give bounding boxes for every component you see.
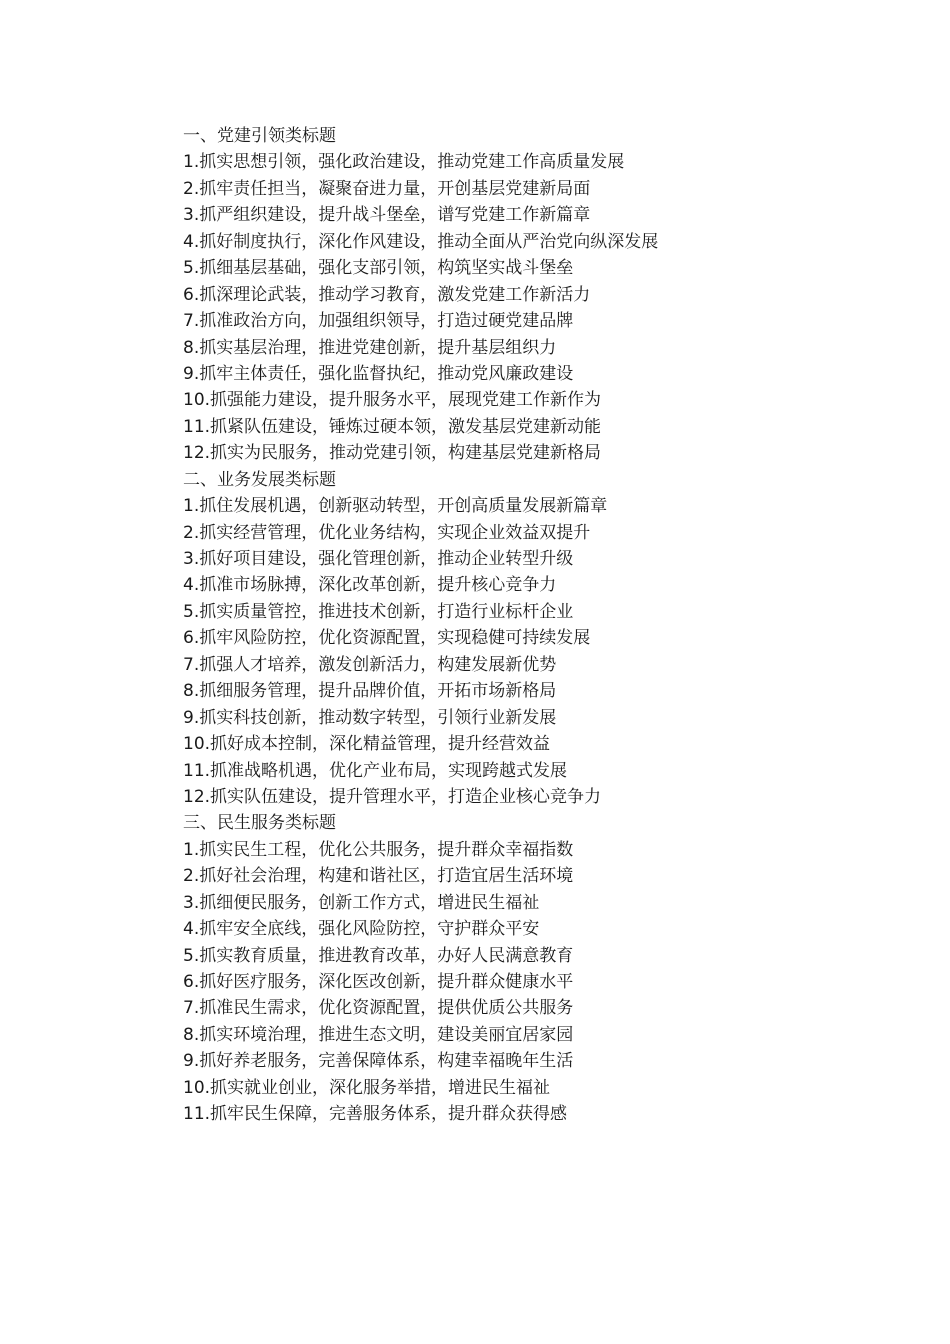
list-item: 8.抓细服务管理，提升品牌价值，开拓市场新格局 (183, 681, 557, 702)
list-item: 9.抓牢主体责任，强化监督执纪，推动党风廉政建设 (183, 363, 574, 384)
list-item: 1.抓实思想引领，强化政治建设，推动党建工作高质量发展 (183, 152, 625, 173)
section-title: 二、业务发展类标题 (183, 469, 336, 490)
list-item: 5.抓实质量管控，推进技术创新，打造行业标杆企业 (183, 601, 574, 622)
list-item: 1.抓实民生工程，优化公共服务，提升群众幸福指数 (183, 839, 574, 860)
list-item: 8.抓实环境治理，推进生态文明，建设美丽宜居家园 (183, 1024, 574, 1045)
list-item: 4.抓准市场脉搏，深化改革创新，提升核心竞争力 (183, 575, 557, 596)
list-item: 5.抓实教育质量，推进教育改革，办好人民满意教育 (183, 945, 574, 966)
list-item: 1.抓住发展机遇，创新驱动转型，开创高质量发展新篇章 (183, 496, 608, 517)
list-item: 4.抓牢安全底线，强化风险防控，守护群众平安 (183, 919, 540, 940)
list-item: 10.抓好成本控制，深化精益管理，提升经营效益 (183, 734, 551, 755)
list-item: 7.抓准政治方向，加强组织领导，打造过硬党建品牌 (183, 311, 574, 332)
list-item: 6.抓深理论武装，推动学习教育，激发党建工作新活力 (183, 284, 591, 305)
list-item: 11.抓牢民生保障，完善服务体系，提升群众获得感 (183, 1104, 568, 1125)
list-item: 11.抓紧队伍建设，锤炼过硬本领，激发基层党建新动能 (183, 416, 602, 437)
document-page (183, 123, 863, 1128)
list-item: 12.抓实队伍建设，提升管理水平，打造企业核心竞争力 (183, 786, 602, 807)
section-title: 三、民生服务类标题 (183, 813, 336, 834)
list-item: 6.抓牢风险防控，优化资源配置，实现稳健可持续发展 (183, 628, 591, 649)
list-item: 2.抓牢责任担当，凝聚奋进力量，开创基层党建新局面 (183, 178, 591, 199)
list-item: 3.抓严组织建设，提升战斗堡垒，谱写党建工作新篇章 (183, 205, 591, 226)
list-item: 10.抓实就业创业，深化服务举措，增进民生福祉 (183, 1077, 551, 1098)
list-item: 9.抓好养老服务，完善保障体系，构建幸福晚年生活 (183, 1051, 574, 1072)
list-item: 11.抓准战略机遇，优化产业布局，实现跨越式发展 (183, 760, 568, 781)
list-item: 12.抓实为民服务，推动党建引领，构建基层党建新格局 (183, 443, 602, 464)
list-item: 9.抓实科技创新，推动数字转型，引领行业新发展 (183, 707, 557, 728)
list-item: 3.抓好项目建设，强化管理创新，推动企业转型升级 (183, 549, 574, 569)
list-item: 2.抓实经营管理，优化业务结构，实现企业效益双提升 (183, 522, 591, 543)
list-item: 2.抓好社会治理，构建和谐社区，打造宜居生活环境 (183, 866, 574, 887)
list-item: 4.抓好制度执行，深化作风建设，推动全面从严治党向纵深发展 (183, 231, 659, 252)
list-item: 10.抓强能力建设，提升服务水平，展现党建工作新作为 (183, 390, 602, 411)
list-item: 5.抓细基层基础，强化支部引领，构筑坚实战斗堡垒 (183, 258, 574, 279)
list-item: 3.抓细便民服务，创新工作方式，增进民生福祉 (183, 892, 540, 913)
section-title: 一、党建引领类标题 (183, 126, 336, 146)
list-item: 8.抓实基层治理，推进党建创新，提升基层组织力 (183, 337, 557, 358)
list-item: 7.抓强人才培养，激发创新活力，构建发展新优势 (183, 654, 557, 675)
list-item: 7.抓准民生需求，优化资源配置，提供优质公共服务 (183, 998, 574, 1019)
list-item: 6.抓好医疗服务，深化医改创新，提升群众健康水平 (183, 972, 574, 992)
